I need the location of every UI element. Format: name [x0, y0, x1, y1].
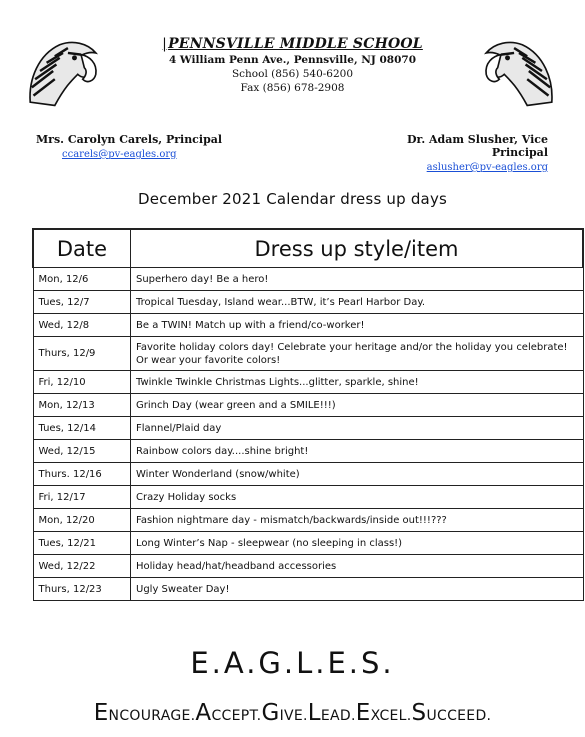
table-header-row: [33, 229, 583, 268]
style-cell: Grinch Day (wear green and a SMILE!!!): [131, 394, 584, 417]
table-row: [33, 394, 583, 417]
motto-initial: E: [93, 700, 109, 726]
motto-word: UCCEED.: [426, 708, 492, 724]
date-cell: Wed, 12/22: [33, 555, 131, 578]
table-row: [33, 268, 583, 291]
style-cell: Long Winter’s Nap - sleepwear (no sleeping in class!): [131, 532, 584, 555]
date-cell: Mon, 12/6: [33, 268, 131, 291]
table-row: [33, 314, 583, 337]
motto-initial: S: [411, 700, 427, 726]
motto-word: IVE.: [279, 708, 308, 724]
motto-word: EAD.: [320, 708, 356, 724]
style-cell: Ugly Sweater Day!: [131, 578, 584, 601]
vice-principal-block: [358, 133, 548, 173]
table-row: [33, 555, 583, 578]
table-row: [33, 463, 583, 486]
motto-initial: E: [355, 700, 371, 726]
style-cell: Tropical Tuesday, Island wear...BTW, it’s Pearl Harbor Day.: [131, 291, 584, 314]
style-cell: Winter Wonderland (snow/white): [131, 463, 584, 486]
dress-up-calendar-table: [32, 228, 584, 601]
vice-principal-name: Dr. Adam Slusher, Vice Principal: [407, 133, 548, 159]
motto-word: NCOURAGE.: [108, 708, 196, 724]
style-cell: Flannel/Plaid day: [131, 417, 584, 440]
date-cell: Wed, 12/15: [33, 440, 131, 463]
style-column-header: Dress up style/item: [131, 229, 584, 268]
date-cell: Mon, 12/13: [33, 394, 131, 417]
table-row: [33, 486, 583, 509]
style-cell: Fashion nightmare day - mismatch/backwards/inside out!!!???: [131, 509, 584, 532]
table-row: [33, 417, 583, 440]
date-cell: Fri, 12/10: [33, 371, 131, 394]
style-cell: Superhero day! Be a hero!: [131, 268, 584, 291]
school-fax: Fax (856) 678-2908: [240, 82, 345, 94]
date-cell: Thurs, 12/9: [33, 337, 131, 371]
letterhead: [150, 36, 435, 94]
school-name: |PENNSVILLE MIDDLE SCHOOL: [162, 36, 423, 52]
eagles-acronym: E.A.G.L.E.S.: [190, 646, 395, 680]
vice-principal-email-link[interactable]: aslusher@pv-eagles.org: [426, 162, 548, 173]
date-cell: Mon, 12/20: [33, 509, 131, 532]
motto-word: CCEPT.: [211, 708, 262, 724]
date-cell: Thurs. 12/16: [33, 463, 131, 486]
motto-initial: L: [307, 700, 321, 726]
school-address: 4 William Penn Ave., Pennsville, NJ 08070: [168, 54, 417, 66]
style-cell: Be a TWIN! Match up with a friend/co-worker!: [131, 314, 584, 337]
style-cell: Rainbow colors day....shine bright!: [131, 440, 584, 463]
eagles-motto: [0, 700, 585, 726]
date-cell: Tues, 12/14: [33, 417, 131, 440]
table-row: [33, 440, 583, 463]
principal-email-link[interactable]: ccarels@pv-eagles.org: [62, 149, 177, 160]
style-cell: Favorite holiday colors day! Celebrate your heritage and/or the holiday you celebrate! Or wear your favorite colors!: [131, 337, 584, 371]
date-cell: Tues, 12/7: [33, 291, 131, 314]
style-cell: Holiday head/hat/headband accessories: [131, 555, 584, 578]
motto-word: XCEL.: [370, 708, 412, 724]
principal-name: Mrs. Carolyn Carels, Principal: [36, 133, 223, 146]
motto-initial: G: [261, 700, 280, 726]
style-cell: Crazy Holiday socks: [131, 486, 584, 509]
date-column-header: Date: [33, 229, 131, 268]
table-row: [33, 532, 583, 555]
eagle-head-icon: [22, 30, 104, 112]
motto-initial: A: [195, 700, 212, 726]
date-cell: Wed, 12/8: [33, 314, 131, 337]
school-phone: School (856) 540-6200: [231, 68, 354, 80]
style-cell: Twinkle Twinkle Christmas Lights...glitter, sparkle, shine!: [131, 371, 584, 394]
table-row: [33, 337, 583, 371]
eagle-head-icon: [478, 30, 560, 112]
date-cell: Thurs, 12/23: [33, 578, 131, 601]
principal-block: [36, 133, 222, 160]
table-row: [33, 371, 583, 394]
table-row: [33, 578, 583, 601]
table-row: [33, 291, 583, 314]
calendar-title: December 2021 Calendar dress up days: [137, 190, 448, 208]
date-cell: Tues, 12/21: [33, 532, 131, 555]
table-row: [33, 509, 583, 532]
date-cell: Fri, 12/17: [33, 486, 131, 509]
